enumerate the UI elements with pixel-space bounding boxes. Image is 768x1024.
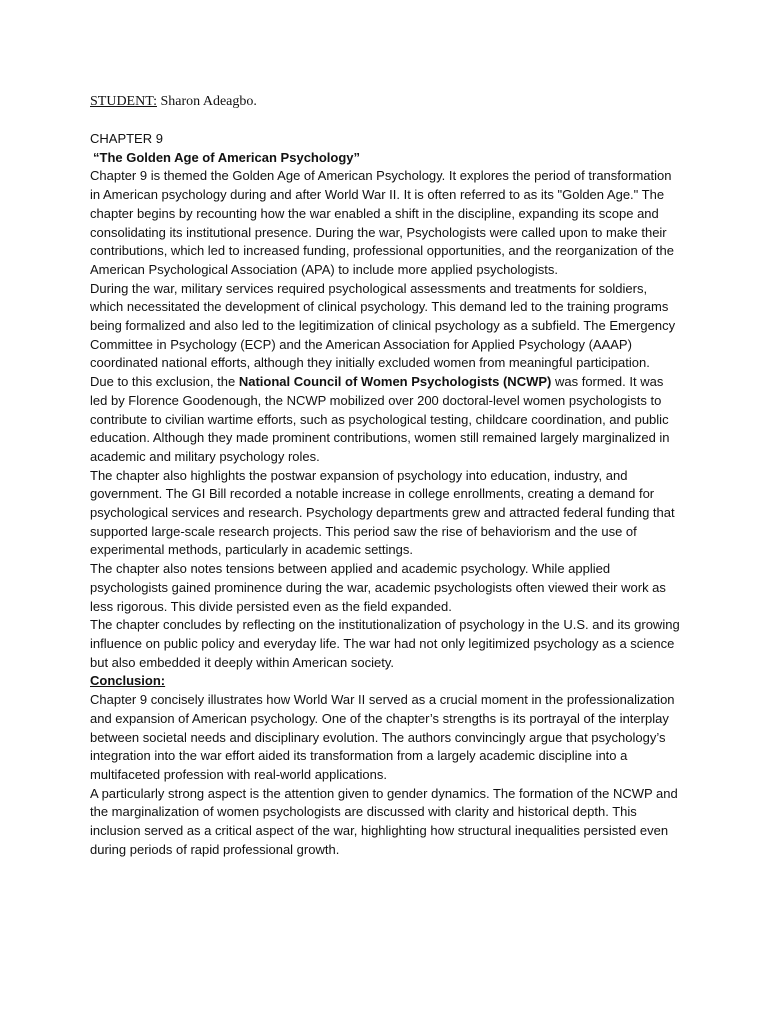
ncwp-bold-term: National Council of Women Psychologists (NCWP)	[238, 374, 552, 390]
chapter-title: “The Golden Age of American Psychology”	[93, 149, 361, 165]
paragraph-clinical: During the war, military services required psychological assessments and treatments for soldiers, which necessitated the development of clinical psychology. This demand led to the training programs being formalized and also led to the legitimization of clinical psychology as a subfield. The Emergency Committee in Psychology (ECP) and the American Association for Applied Psychology (AAAP) coordinated national efforts, although they initially excluded women from meaningful participation.	[90, 280, 676, 371]
student-name: Sharon Adeagbo.	[156, 94, 257, 109]
paragraph-institutionalization: The chapter concludes by reflecting on the institutionalization of psychology in the U.S. and its growing influence on public policy and everyday life. The war had not only legitimized psychology as a science but also embedded it deeply within American society.	[90, 617, 680, 670]
ncwp-text-after: was formed. It was led by Florence Goodenough, the NCWP mobilized over 200 doctoral-level women psychologists to contribute to civilian wartime efforts, such as psychological testing, childcare coordination, and public education. Although they made prominent contributions, women still remained largely marginalized in academic and military psychology roles.	[90, 374, 670, 464]
paragraph-conclusion-2: A particularly strong aspect is the attention given to gender dynamics. The formation of the NCWP and the marginalization of women psychologists are discussed with clarity and historical depth. This inclusion served as a critical aspect of the war, highlighting how structural inequalities persisted even during periods of rapid professional growth.	[90, 785, 678, 857]
document-body	[90, 130, 680, 859]
paragraph-postwar: The chapter also highlights the postwar expansion of psychology into education, industry, and government. The GI Bill recorded a notable increase in college enrollments, creating a demand for psychological services and research. Psychology departments grew and attracted federal funding that supported large-scale research projects. This period saw the rise of behaviorism and the use of experimental methods, particularly in academic settings.	[90, 467, 675, 558]
paragraph-tensions: The chapter also notes tensions between applied and academic psychology. While applied psychologists gained prominence during the war, academic psychologists often viewed their work as less rigorous. This divide persisted even as the field expanded.	[90, 561, 666, 614]
paragraph-conclusion-1: Chapter 9 concisely illustrates how World War II served as a crucial moment in the professionalization and expansion of American psychology. One of the chapter’s strengths is its portrayal of the interplay between societal needs and disciplinary evolution. The authors convincingly argue that psychology’s integration into the war effort aided its transformation from a largely academic discipline into a multifaceted profession with real-world applications.	[90, 692, 675, 782]
student-label: STUDENT:	[90, 94, 157, 109]
document-page	[90, 92, 680, 859]
ncwp-text-before: Due to this exclusion, the	[90, 374, 239, 390]
paragraph-ncwp	[90, 373, 680, 467]
chapter-heading: CHAPTER 9	[90, 131, 163, 146]
conclusion-heading: Conclusion:	[90, 673, 166, 689]
paragraph-intro: Chapter 9 is themed the Golden Age of American Psychology. It explores the period of transformation in American psychology during and after World War II. It is often referred to as its "Golden Age." The chapter begins by recounting how the war enabled a shift in the discipline, expanding its scope and consolidating its institutional presence. During the war, Psychologists were called upon to make their contributions, which led to increased funding, professional opportunities, and the reorganization of the American Psychological Association (APA) to include more applied psychologists.	[90, 168, 674, 277]
student-line	[90, 92, 680, 112]
